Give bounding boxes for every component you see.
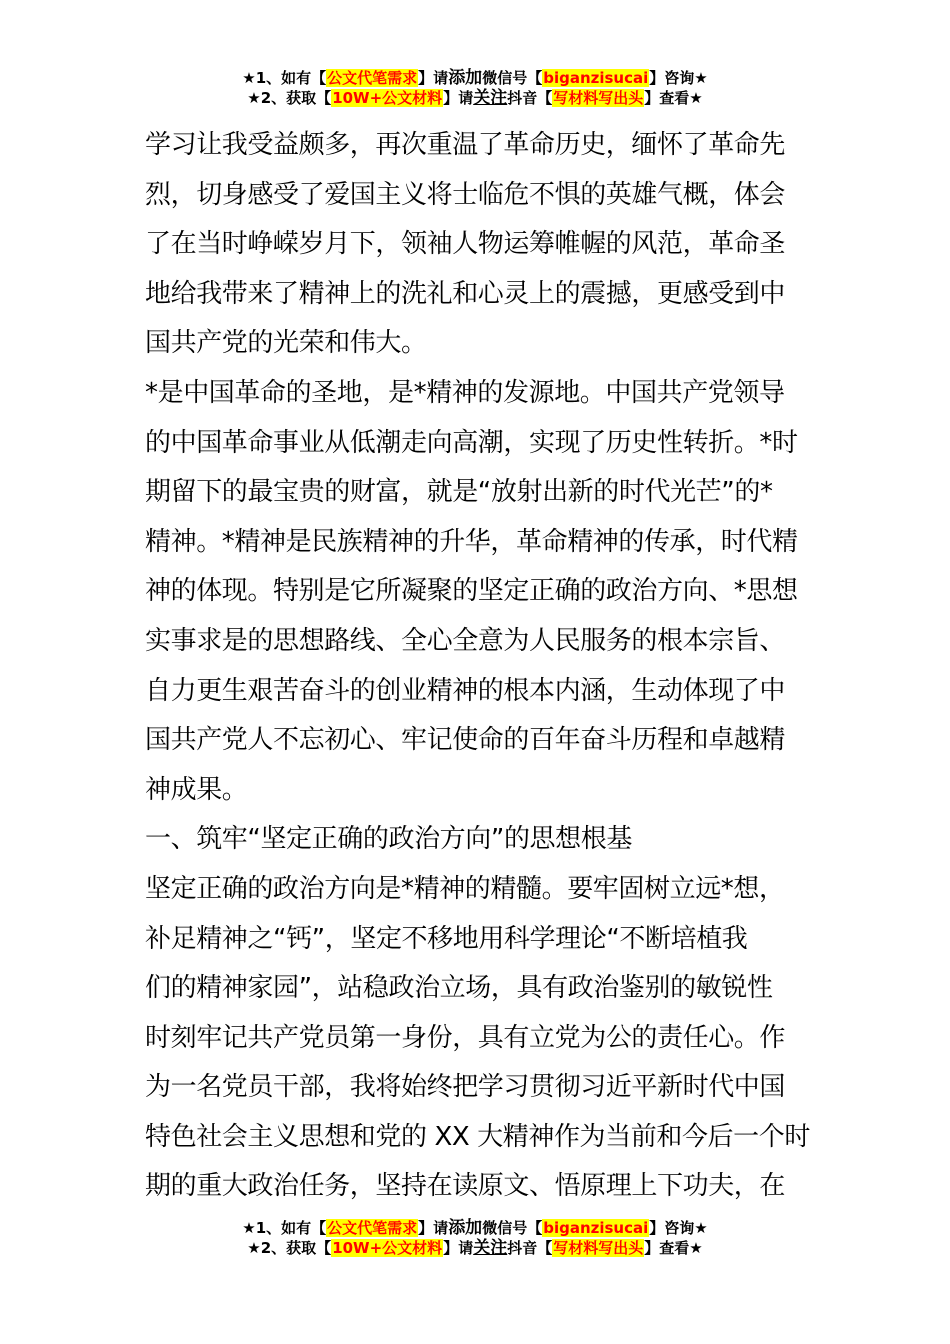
body-line: 地给我带来了精神上的洗礼和心灵上的震撼，更感受到中 bbox=[145, 278, 786, 309]
body-line: 为一名党员干部，我将始终把学习贯彻习近平新时代中国 bbox=[145, 1072, 786, 1103]
body-line: 国共产党的光荣和伟大。 bbox=[145, 328, 427, 359]
banner-line-2: ★2、获取【10W+公文材料】请关注抖音【写材料写出头】查看★ bbox=[247, 1238, 703, 1258]
banner-line-2: ★2、获取【10W+公文材料】请关注抖音【写材料写出头】查看★ bbox=[247, 88, 703, 108]
body-line: 烈，切身感受了爱国主义将士临危不惧的英雄气概，体会 bbox=[145, 179, 786, 210]
highlight-douyin-account: 写材料写出头 bbox=[553, 89, 644, 107]
body-line: 们的精神家园”，站稳政治立场，具有政治鉴别的敏锐性 bbox=[145, 973, 773, 1004]
highlight-materials: 10W+公文材料 bbox=[332, 1239, 443, 1257]
body-line: 坚定正确的政治方向是*精神的精髓。要牢固树立远*想， bbox=[145, 873, 785, 904]
body-line: 时刻牢记共产党员第一身份，具有立党为公的责任心。作 bbox=[145, 1022, 786, 1053]
body-line: 特色社会主义思想和党的 XX 大精神作为当前和今后一个时 bbox=[145, 1121, 810, 1152]
body-line: 精神。*精神是民族精神的升华，革命精神的传承，时代精 bbox=[145, 526, 798, 557]
highlight-douyin-account: 写材料写出头 bbox=[553, 1239, 644, 1257]
body-line: 神的体现。特别是它所凝聚的坚定正确的政治方向、*思想 bbox=[145, 576, 798, 607]
highlight-service: 公文代笔需求 bbox=[327, 69, 418, 87]
body-line: 补足精神之“钙”，坚定不移地用科学理论“不断培植我 bbox=[145, 923, 748, 954]
highlight-materials: 10W+公文材料 bbox=[332, 89, 443, 107]
highlight-service: 公文代笔需求 bbox=[327, 1219, 418, 1237]
body-line: 期的重大政治任务，坚持在读原文、悟原理上下功夫，在 bbox=[145, 1171, 786, 1202]
section-heading: 一、筑牢“坚定正确的政治方向”的思想根基 bbox=[145, 824, 632, 855]
document-body bbox=[145, 121, 815, 1212]
header-banner bbox=[0, 68, 950, 108]
body-line: *是中国革命的圣地，是*精神的发源地。中国共产党领导 bbox=[145, 377, 785, 408]
body-line: 学习让我受益颇多，再次重温了革命历史，缅怀了革命先 bbox=[145, 130, 786, 160]
body-line: 国共产党人不忘初心、牢记使命的百年奋斗历程和卓越精 bbox=[145, 725, 786, 756]
highlight-wechat-id: biganzisucai bbox=[543, 1219, 649, 1237]
body-line: 实事求是的思想路线、全心全意为人民服务的根本宗旨、 bbox=[145, 625, 786, 656]
banner-line-1: ★1、如有【公文代笔需求】请添加微信号【biganzisucai】咨询★ bbox=[242, 1218, 708, 1238]
body-line: 的中国革命事业从低潮走向高潮，实现了历史性转折。*时 bbox=[145, 427, 798, 458]
body-line: 了在当时峥嵘岁月下，领袖人物运筹帷幄的风范，革命圣 bbox=[145, 229, 786, 260]
highlight-wechat-id: biganzisucai bbox=[543, 69, 649, 87]
body-line: 期留下的最宝贵的财富，就是“放射出新的时代光芒”的* bbox=[145, 477, 773, 508]
footer-banner bbox=[0, 1218, 950, 1258]
body-line: 自力更生艰苦奋斗的创业精神的根本内涵，生动体现了中 bbox=[145, 675, 786, 706]
body-line: 神成果。 bbox=[145, 774, 248, 805]
banner-line-1: ★1、如有【公文代笔需求】请添加微信号【biganzisucai】咨询★ bbox=[242, 68, 708, 88]
